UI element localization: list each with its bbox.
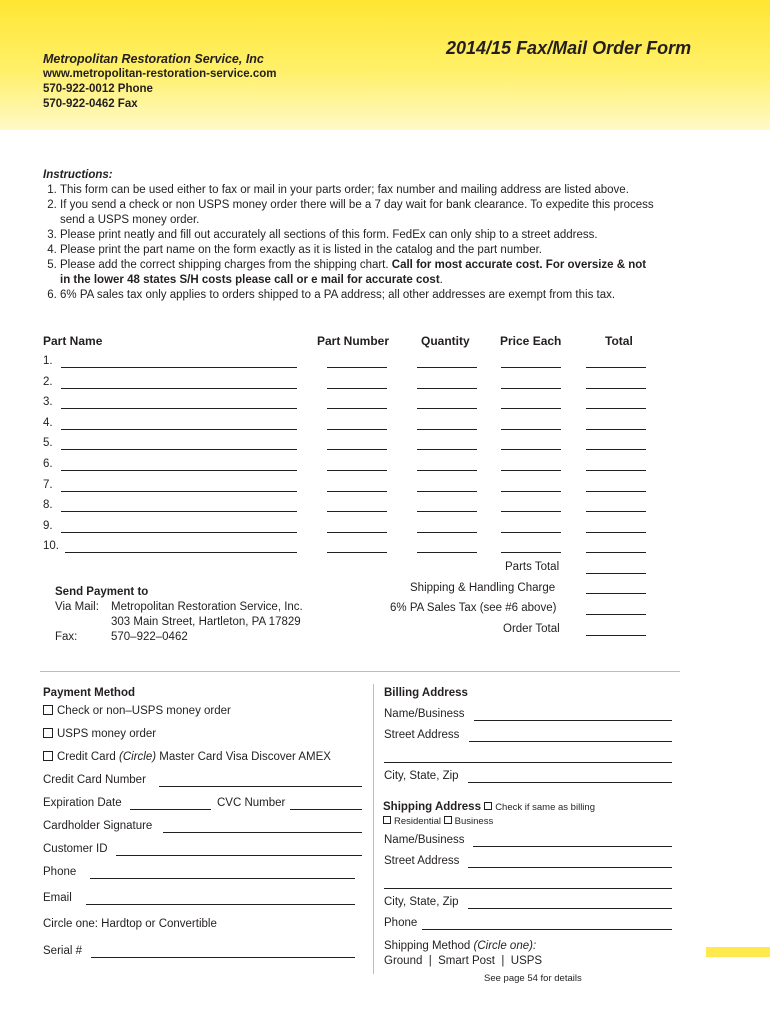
sales-tax-field[interactable] [586, 614, 646, 615]
price-each-field[interactable] [501, 511, 561, 512]
col-price-each: Price Each [500, 334, 562, 348]
via-mail-label: Via Mail: [55, 601, 99, 613]
mail-address-line1: Metropolitan Restoration Service, Inc. [111, 601, 303, 613]
checkbox-icon[interactable] [43, 751, 53, 761]
order-total-field[interactable] [586, 635, 646, 636]
option-check[interactable]: Check or non–USPS money order [43, 705, 231, 717]
total-field[interactable] [586, 367, 646, 368]
shipping-phone-field[interactable] [422, 929, 672, 930]
part-number-field[interactable] [327, 532, 387, 533]
row-number: 3. [43, 396, 53, 409]
billing-city-field[interactable] [468, 782, 672, 783]
email-field[interactable] [86, 904, 355, 905]
parts-row [43, 355, 663, 371]
fax-number: 570–922–0462 [111, 631, 188, 643]
billing-name-field[interactable] [474, 720, 672, 721]
residential-option[interactable]: Residential [383, 816, 441, 827]
instruction-item: 5. Please add the correct shipping charges from the shipping chart. Call for most accurate cost. For oversize & not in the lower 48 states S/H costs please call or e mail for accurate cost. [60, 258, 658, 288]
part-number-field[interactable] [327, 491, 387, 492]
shipping-phone-label: Phone [384, 917, 418, 929]
quantity-field[interactable] [417, 388, 477, 389]
part-name-field[interactable] [61, 470, 297, 471]
quantity-field[interactable] [417, 429, 477, 430]
part-name-field[interactable] [61, 388, 297, 389]
expiration-field[interactable] [130, 809, 211, 810]
price-each-field[interactable] [501, 552, 561, 553]
circle-one-label[interactable]: Circle one: Hardtop or Convertible [43, 918, 217, 930]
instruction-item: 2. If you send a check or non USPS money order there will be a 7 day wait for bank clearance. To expedite this process send a USPS money order. [60, 198, 658, 228]
part-number-field[interactable] [327, 511, 387, 512]
total-field[interactable] [586, 388, 646, 389]
quantity-field[interactable] [417, 511, 477, 512]
shipping-heading: Shipping Address [383, 801, 481, 813]
part-name-field[interactable] [61, 532, 297, 533]
option-credit-card[interactable]: Credit Card (Circle) Master Card Visa Discover AMEX [43, 751, 331, 763]
price-each-field[interactable] [501, 429, 561, 430]
checkbox-icon[interactable] [484, 802, 492, 810]
parts-row [43, 479, 663, 495]
part-number-field[interactable] [327, 388, 387, 389]
same-as-billing-option[interactable]: Check if same as billing [484, 802, 595, 813]
shipping-street-label: Street Address [384, 855, 460, 867]
row-number: 2. [43, 375, 53, 388]
yellow-tab-decoration [706, 947, 770, 957]
parts-total-label: Parts Total [505, 561, 560, 573]
quantity-field[interactable] [417, 367, 477, 368]
customer-id-label: Customer ID [43, 843, 108, 855]
payment-method-heading: Payment Method [43, 687, 136, 699]
part-number-field[interactable] [327, 470, 387, 471]
part-number-field[interactable] [327, 429, 387, 430]
price-each-field[interactable] [501, 532, 561, 533]
instruction-item: 1. This form can be used either to fax or mail in your parts order; fax number and mailing address are listed above. [60, 183, 658, 198]
sales-tax-label: 6% PA Sales Tax (see #6 above) [390, 602, 557, 614]
serial-field[interactable] [91, 957, 355, 958]
row-number: 10. [43, 540, 59, 553]
billing-street-field-2[interactable] [384, 762, 672, 763]
row-number: 1. [43, 355, 53, 367]
part-name-field[interactable] [61, 511, 297, 512]
total-field[interactable] [586, 511, 646, 512]
customer-id-field[interactable] [116, 855, 362, 856]
billing-name-label: Name/Business [384, 708, 465, 720]
quantity-field[interactable] [417, 491, 477, 492]
total-field[interactable] [586, 491, 646, 492]
instruction-item: 6. 6% PA sales tax only applies to orders shipped to a PA address; all other addresses are exempt from this tax. [60, 288, 658, 303]
billing-heading: Billing Address [384, 687, 468, 699]
phone-label: Phone [43, 866, 77, 878]
part-name-field[interactable] [61, 449, 297, 450]
company-fax: 570-922-0462 Fax [43, 98, 138, 110]
price-each-field[interactable] [501, 470, 561, 471]
quantity-field[interactable] [417, 552, 477, 553]
instruction-bold-note: Call for most accurate cost. For oversize & not in the lower 48 states S/H costs please call or e mail for accurate cost [60, 259, 647, 286]
parts-row [43, 376, 663, 392]
parts-row [43, 458, 663, 474]
cc-number-field[interactable] [159, 786, 362, 787]
order-total-label: Order Total [503, 623, 560, 635]
checkbox-icon[interactable] [43, 728, 53, 738]
part-name-field[interactable] [61, 367, 297, 368]
shipping-street-field[interactable] [468, 867, 672, 868]
part-number-field[interactable] [327, 367, 387, 368]
parts-total-field[interactable] [586, 573, 646, 574]
shipping-city-field[interactable] [468, 908, 672, 909]
row-number: 8. [43, 499, 53, 512]
parts-row [43, 437, 663, 453]
total-field[interactable] [586, 552, 646, 553]
checkbox-icon[interactable] [383, 816, 391, 824]
cvc-field[interactable] [290, 809, 362, 810]
price-each-field[interactable] [501, 388, 561, 389]
parts-row [43, 499, 663, 515]
total-field[interactable] [586, 470, 646, 471]
shipping-charge-label: Shipping & Handling Charge [410, 582, 556, 594]
checkbox-icon[interactable] [43, 705, 53, 715]
billing-street-field[interactable] [469, 741, 672, 742]
send-payment-heading: Send Payment to [55, 586, 149, 598]
instructions [43, 168, 658, 303]
part-name-field[interactable] [65, 552, 297, 553]
billing-city-label: City, State, Zip [384, 770, 459, 782]
serial-label: Serial # [43, 945, 82, 957]
total-field[interactable] [586, 532, 646, 533]
billing-street-label: Street Address [384, 729, 460, 741]
price-each-field[interactable] [501, 408, 561, 409]
part-name-field[interactable] [61, 429, 297, 430]
shipping-method-label: Shipping Method (Circle one): [384, 940, 537, 952]
parts-row [43, 520, 663, 536]
quantity-field[interactable] [417, 408, 477, 409]
total-field[interactable] [586, 408, 646, 409]
row-number: 6. [43, 458, 53, 470]
company-phone: 570-922-0012 Phone [43, 83, 153, 95]
fax-label: Fax: [55, 631, 78, 643]
email-label: Email [43, 892, 72, 904]
row-number: 5. [43, 437, 53, 450]
total-field[interactable] [586, 449, 646, 450]
instructions-list [43, 183, 658, 303]
instruction-item: 3. Please print neatly and fill out accurately all sections of this form. FedEx can only ship to a street address. [60, 228, 658, 243]
mail-address-line2: 303 Main Street, Hartleton, PA 17829 [111, 616, 301, 628]
price-each-field[interactable] [501, 491, 561, 492]
col-quantity: Quantity [421, 334, 470, 348]
part-name-field[interactable] [61, 408, 297, 409]
shipping-name-field[interactable] [473, 846, 672, 847]
shipping-name-label: Name/Business [384, 834, 465, 846]
col-part-number: Part Number [317, 334, 390, 348]
quantity-field[interactable] [417, 470, 477, 471]
shipping-heading-row [383, 801, 595, 813]
shipping-charge-field[interactable] [586, 593, 646, 594]
shipping-city-label: City, State, Zip [384, 896, 459, 908]
cvc-label: CVC Number [217, 797, 286, 809]
col-part-name: Part Name [43, 334, 103, 348]
price-each-field[interactable] [501, 449, 561, 450]
parts-row [43, 540, 663, 556]
total-field[interactable] [586, 429, 646, 430]
parts-row [43, 396, 663, 412]
company-website: www.metropolitan-restoration-service.com [43, 68, 277, 80]
option-usps[interactable]: USPS money order [43, 728, 156, 740]
signature-field[interactable] [163, 832, 362, 833]
quantity-field[interactable] [417, 449, 477, 450]
price-each-field[interactable] [501, 367, 561, 368]
part-number-field[interactable] [327, 408, 387, 409]
row-number: 9. [43, 519, 53, 532]
form-title: 2014/15 Fax/Mail Order Form [446, 38, 692, 58]
instructions-heading: Instructions: [43, 169, 113, 181]
shipping-street-field-2[interactable] [384, 888, 672, 889]
column-divider [373, 684, 374, 974]
parts-row [43, 417, 663, 433]
row-number: 4. [43, 416, 53, 429]
see-page-note: See page 54 for details [484, 973, 582, 984]
address-type-options [383, 816, 493, 827]
expiration-label: Expiration Date [43, 797, 122, 809]
section-divider [40, 671, 680, 672]
business-option[interactable]: Business [444, 816, 494, 827]
col-total: Total [605, 334, 633, 348]
checkbox-icon[interactable] [444, 816, 452, 824]
cc-number-label: Credit Card Number [43, 774, 146, 786]
quantity-field[interactable] [417, 532, 477, 533]
row-number: 7. [43, 478, 53, 491]
shipping-method-options[interactable]: Ground | Smart Post | USPS [384, 955, 543, 967]
instruction-item: 4. Please print the part name on the form exactly as it is listed in the catalog and the part number. [60, 243, 658, 258]
part-number-field[interactable] [327, 449, 387, 450]
company-name: Metropolitan Restoration Service, Inc [43, 52, 264, 66]
part-number-field[interactable] [327, 552, 387, 553]
part-name-field[interactable] [61, 491, 297, 492]
phone-field[interactable] [90, 878, 355, 879]
signature-label: Cardholder Signature [43, 820, 153, 832]
